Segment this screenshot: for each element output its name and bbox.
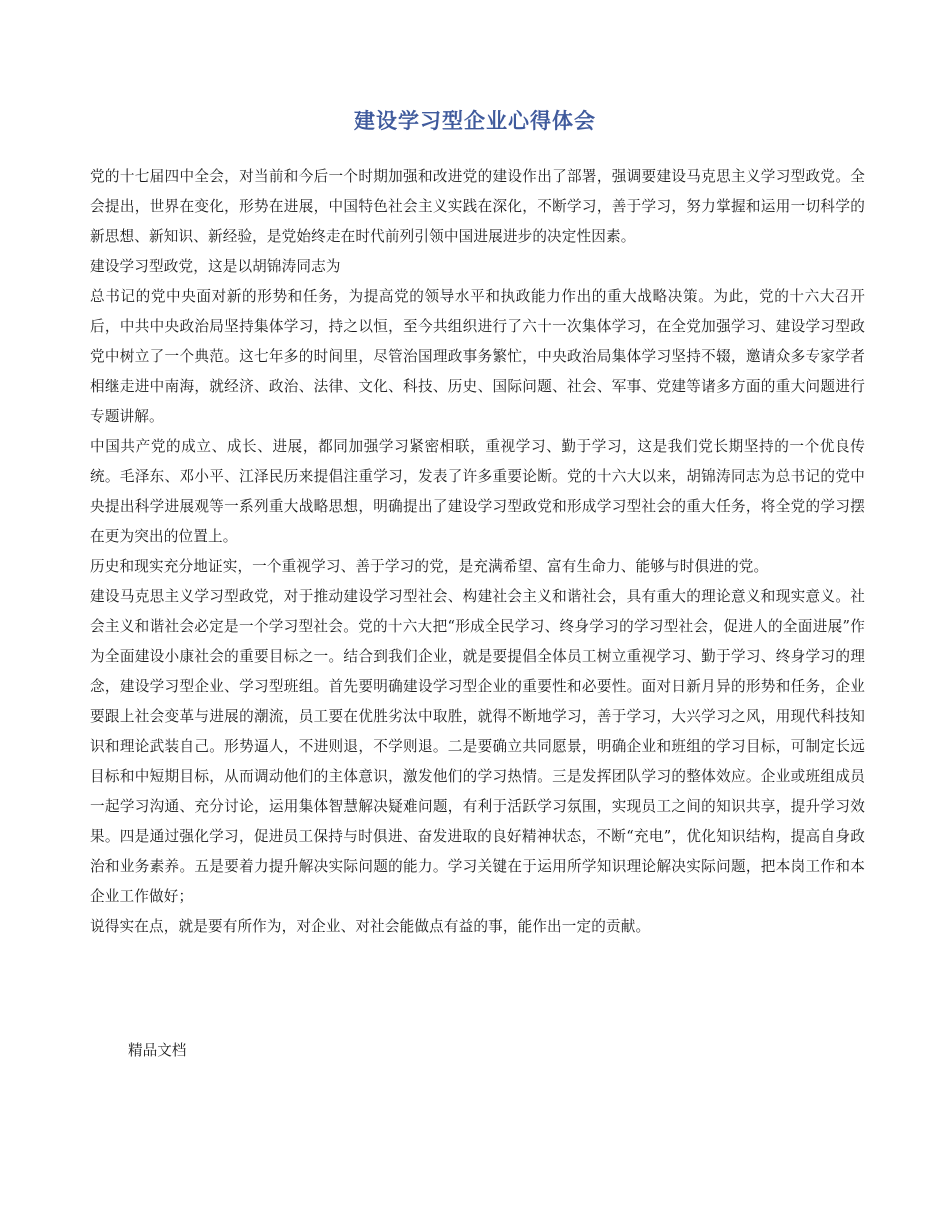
document-body: [90, 162, 865, 942]
paragraph-2: 建设学习型政党，这是以胡锦涛同志为: [90, 258, 341, 275]
paragraph-3: 总书记的党中央面对新的形势和任务，为提高党的领导水平和执政能力作出的重大战略决策。为此，党的十六大召开后，中共中央政治局坚持集体学习，持之以恒，至今共组织进行了六十一次集体学习，在全党加强学习、建设学习型政党中树立了一个典范。这七年多的时间里，尽管治国理政事务繁忙，中央政治局集体学习坚持不辍，邀请众多专家学者相继走进中南海，就经济、政治、法律、文化、科技、历史、国际问题、社会、军事、党建等诸多方面的重大问题进行专题讲解。: [90, 288, 865, 425]
paragraph-1: 党的十七届四中全会，对当前和今后一个时期加强和改进党的建设作出了部署，强调要建设马克思主义学习型政党。全会提出，世界在变化，形势在进展，中国特色社会主义实践在深化，不断学习，善于学习，努力掌握和运用一切科学的新思想、新知识、新经验，是党始终走在时代前列引领中国进展进步的决定性因素。: [90, 168, 865, 245]
paragraph-4: 中国共产党的成立、成长、进展，都同加强学习紧密相联，重视学习、勤于学习，这是我们党长期坚持的一个优良传统。毛泽东、邓小平、江泽民历来提倡注重学习，发表了许多重要论断。党的十六大以来，胡锦涛同志为总书记的党中央提出科学进展观等一系列重大战略思想，明确提出了建设学习型政党和形成学习型社会的重大任务，将全党的学习摆在更为突出的位置上。: [90, 438, 865, 545]
footer-label: 精品文档: [128, 1042, 187, 1059]
paragraph-7: 说得实在点，就是要有所作为，对企业、对社会能做点有益的事，能作出一定的贡献。: [90, 918, 651, 935]
document-title: 建设学习型企业心得体会: [354, 108, 596, 133]
paragraph-5: 历史和现实充分地证实，一个重视学习、善于学习的党，是充满希望、富有生命力、能够与时俱进的党。: [90, 558, 769, 575]
paragraph-6: 建设马克思主义学习型政党，对于推动建设学习型社会、构建社会主义和谐社会，具有重大的理论意义和现实意义。社会主义和谐社会必定是一个学习型社会。党的十六大把“形成全民学习、终身学习的学习型社会，促进人的全面进展”作为全面建设小康社会的重要目标之一。结合到我们企业，就是要提倡全体员工树立重视学习、勤于学习、终身学习的理念，建设学习型企业、学习型班组。首先要明确建设学习型企业的重要性和必要性。面对日新月异的形势和任务，企业要跟上社会变革与进展的潮流，员工要在优胜劣汰中取胜，就得不断地学习，善于学习，大兴学习之风，用现代科技知识和理论武装自己。形势逼人，不进则退，不学则退。二是要确立共同愿景，明确企业和班组的学习目标，可制定长远目标和中短期目标，从而调动他们的主体意识，激发他们的学习热情。三是发挥团队学习的整体效应。企业或班组成员一起学习沟通、充分讨论，运用集体智慧解决疑难问题，有利于活跃学习氛围，实现员工之间的知识共享，提升学习效果。四是通过强化学习，促进员工保持与时俱进、奋发进取的良好精神状态，不断“充电”，优化知识结构，提高自身政治和业务素养。五是要着力提升解决实际问题的能力。学习关键在于运用所学知识理论解决实际问题，把本岗工作和本企业工作做好；: [90, 588, 865, 905]
